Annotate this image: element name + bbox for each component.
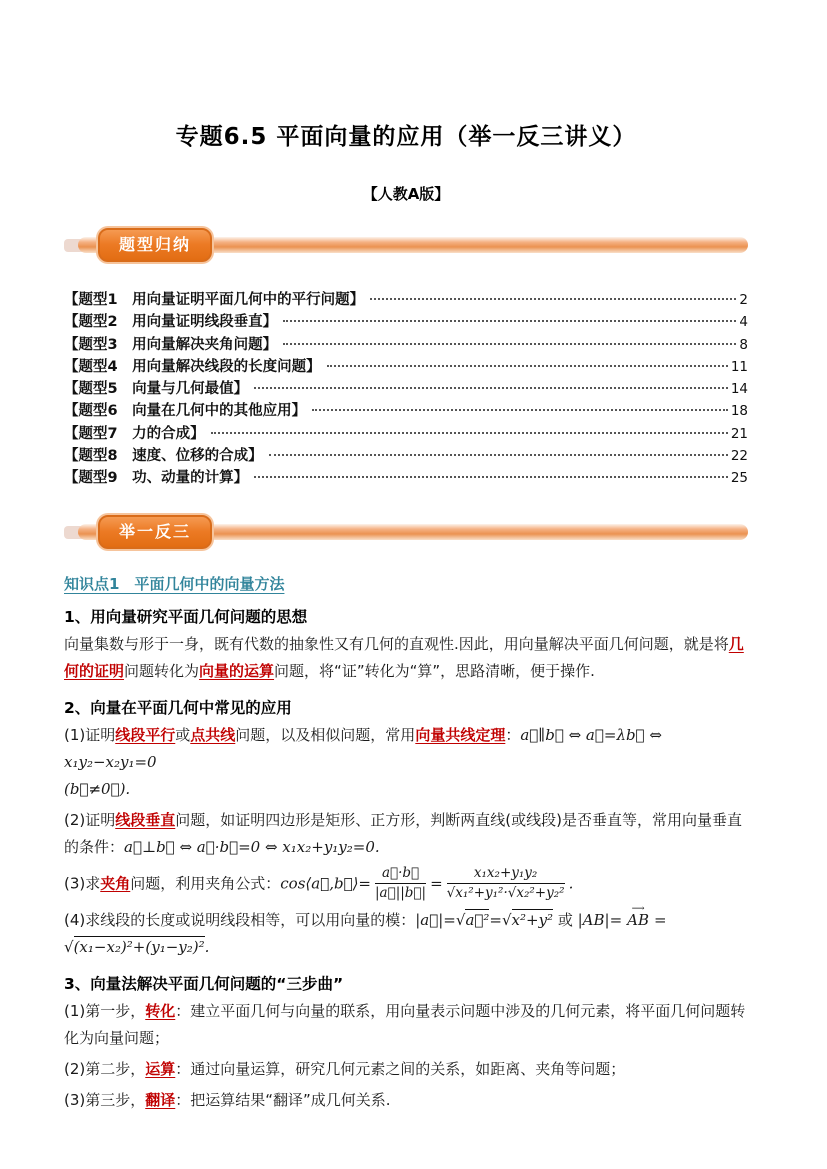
- highlighted-term: 向量共线定理: [415, 725, 506, 744]
- math-inline: cos⟨a⃗,b⃗⟩=: [280, 874, 371, 893]
- text-run: ：把运算结果“翻译”成几何关系.: [175, 1090, 391, 1109]
- text-run: (4)求线段的长度或说明线段相等，可以用向量的模：: [64, 910, 416, 929]
- highlighted-term: 翻译: [145, 1090, 176, 1109]
- math-radical: √x²+y²: [501, 910, 554, 929]
- toc-dot-leader: [312, 409, 728, 411]
- text-run: ：通过向量运算，研究几何元素之间的关系，如距离、夹角等问题；: [175, 1059, 626, 1078]
- text-run: (1)第一步，: [64, 1001, 146, 1020]
- toc-item-label: 【题型1 用向量证明平面几何中的平行问题】: [64, 292, 365, 308]
- text-run: 问题，利用夹角公式：: [130, 874, 281, 893]
- badge-question-types: 题型归纳: [98, 228, 212, 262]
- section-2-title: 2、向量在平面几何中常见的应用: [64, 698, 292, 717]
- edition-label: 【人教A版】: [362, 185, 450, 203]
- toc-dot-leader: [283, 343, 736, 345]
- paragraph-vector-idea: [64, 631, 748, 685]
- toc-page-number: 4: [739, 314, 748, 331]
- text-run: 向量集数与形于一身，既有代数的抽象性又有几何的直观性.因此，用向量解决平面几何问题，就是将: [64, 634, 729, 653]
- text-run: ：: [505, 725, 521, 744]
- text-run: (2)证明: [64, 810, 116, 829]
- highlighted-term: 夹角: [100, 874, 131, 893]
- text-run: (3)求: [64, 874, 101, 893]
- section-1-title: 1、用向量研究平面几何问题的思想: [64, 607, 308, 626]
- text-run: ：建立平面几何与向量的联系，用向量表示问题中涉及的几何元素，将平面几何问题转化为向量问题；: [64, 1001, 746, 1047]
- page-title: 专题6.5 平面向量的应用（举一反三讲义）: [175, 124, 637, 150]
- highlighted-term: 向量的运算: [199, 661, 275, 680]
- step-2-operate: [64, 1056, 748, 1083]
- toc-dot-leader: [254, 387, 728, 389]
- text-run: (3)第三步，: [64, 1090, 146, 1109]
- math-inline: a⃗∥b⃗ ⇔ a⃗=λb⃗ ⇔ x₁y₂−x₂y₁=0: [64, 725, 662, 771]
- math-inline: =: [489, 910, 502, 929]
- toc-item: [64, 422, 748, 444]
- math-radical: √a⃗²: [455, 910, 490, 929]
- math-inline: |AB|=: [577, 910, 623, 929]
- math-inline: =: [654, 910, 667, 929]
- toc-page-number: 2: [739, 292, 748, 308]
- toc-dot-leader: [254, 476, 728, 478]
- math-inline: .: [204, 937, 210, 956]
- table-of-contents: [64, 288, 748, 489]
- document-content: [0, 118, 827, 1114]
- toc-dot-leader: [211, 432, 728, 434]
- step-3-translate: [64, 1087, 748, 1114]
- toc-item-label: 【题型5 向量与几何最值】: [64, 381, 249, 398]
- toc-item: [64, 310, 748, 332]
- math-inline: (b⃗≠0⃗).: [64, 779, 131, 798]
- toc-page-number: 21: [730, 425, 748, 442]
- highlighted-term: 几何的证明: [64, 634, 744, 680]
- math-inline: =: [430, 874, 443, 893]
- math-fraction: $\frac{a⃗\cdot b⃗}{|a⃗||b⃗|}$: [375, 864, 427, 902]
- math-inline: .: [568, 874, 574, 893]
- toc-page-number: 25: [730, 470, 748, 487]
- application-item-length: [64, 907, 748, 961]
- application-item-perpendicular: [64, 807, 748, 861]
- toc-dot-leader: [269, 454, 728, 456]
- toc-item: [64, 355, 748, 377]
- highlighted-term: 点共线: [190, 725, 236, 744]
- toc-item-label: 【题型6 向量在几何中的其他应用】: [64, 403, 307, 420]
- text-run: 或: [175, 725, 191, 744]
- toc-item: [64, 399, 748, 421]
- highlighted-term: 运算: [145, 1059, 176, 1078]
- toc-page-number: 11: [730, 358, 748, 375]
- section-3-title: 3、向量法解决平面几何问题的“三步曲”: [64, 974, 344, 993]
- toc-item-label: 【题型2 用向量证明线段垂直】: [64, 314, 278, 331]
- toc-item-label: 【题型3 用向量解决夹角问题】: [64, 336, 278, 353]
- toc-dot-leader: [283, 320, 736, 322]
- math-vector-overline: ⟶ AB: [626, 907, 650, 934]
- toc-dot-leader: [327, 365, 728, 367]
- section-banner-practice: [64, 515, 748, 549]
- math-inline: |a⃗|=: [415, 910, 456, 929]
- text-run: (2)第二步，: [64, 1059, 146, 1078]
- toc-item: [64, 444, 748, 466]
- toc-item: [64, 288, 748, 310]
- toc-item: [64, 377, 748, 399]
- text-run: 问题转化为: [124, 661, 200, 680]
- text-run: 问题，以及相似问题，常用: [235, 725, 416, 744]
- text-run: (1)证明: [64, 725, 116, 744]
- toc-item: [64, 466, 748, 488]
- toc-page-number: 14: [730, 381, 748, 398]
- toc-page-number: 8: [739, 336, 748, 353]
- math-inline: a⃗⊥b⃗ ⇔ a⃗·b⃗=0 ⇔ x₁x₂+y₁y₂=0.: [124, 837, 380, 856]
- highlighted-term: 转化: [145, 1001, 176, 1020]
- toc-item-label: 【题型7 力的合成】: [64, 425, 205, 442]
- highlighted-term: 线段垂直: [115, 810, 176, 829]
- math-radical: √(x₁−x₂)²+(y₁−y₂)²: [64, 937, 205, 956]
- text-run: 或: [553, 910, 578, 929]
- text-run: 问题，如证明四边形是矩形、正方形，判断两直线(或线段)是否垂直等，常用向量垂直的条件：: [64, 810, 742, 856]
- toc-page-number: 22: [730, 448, 748, 465]
- toc-page-number: 18: [730, 403, 748, 420]
- highlighted-term: 线段平行: [115, 725, 176, 744]
- toc-item-label: 【题型9 功、动量的计算】: [64, 470, 249, 487]
- application-item-parallel: [64, 722, 748, 803]
- toc-item: [64, 333, 748, 355]
- step-1-transform: [64, 998, 748, 1052]
- badge-practice: 举一反三: [98, 515, 212, 549]
- toc-dot-leader: [370, 298, 736, 300]
- toc-item-label: 【题型8 速度、位移的合成】: [64, 448, 263, 465]
- math-fraction: $\frac{\text{x₁x₂+y₁y₂}}{\text{√x₁²+y₁²·√x₂²+y₂²}}$: [446, 864, 565, 902]
- knowledge-point-heading: 知识点1 平面几何中的向量方法: [64, 574, 285, 593]
- text-run: 问题，将“证”转化为“算”，思路清晰，便于操作.: [274, 661, 595, 680]
- toc-item-label: 【题型4 用向量解决线段的长度问题】: [64, 358, 321, 375]
- section-banner-question-types: [64, 228, 748, 262]
